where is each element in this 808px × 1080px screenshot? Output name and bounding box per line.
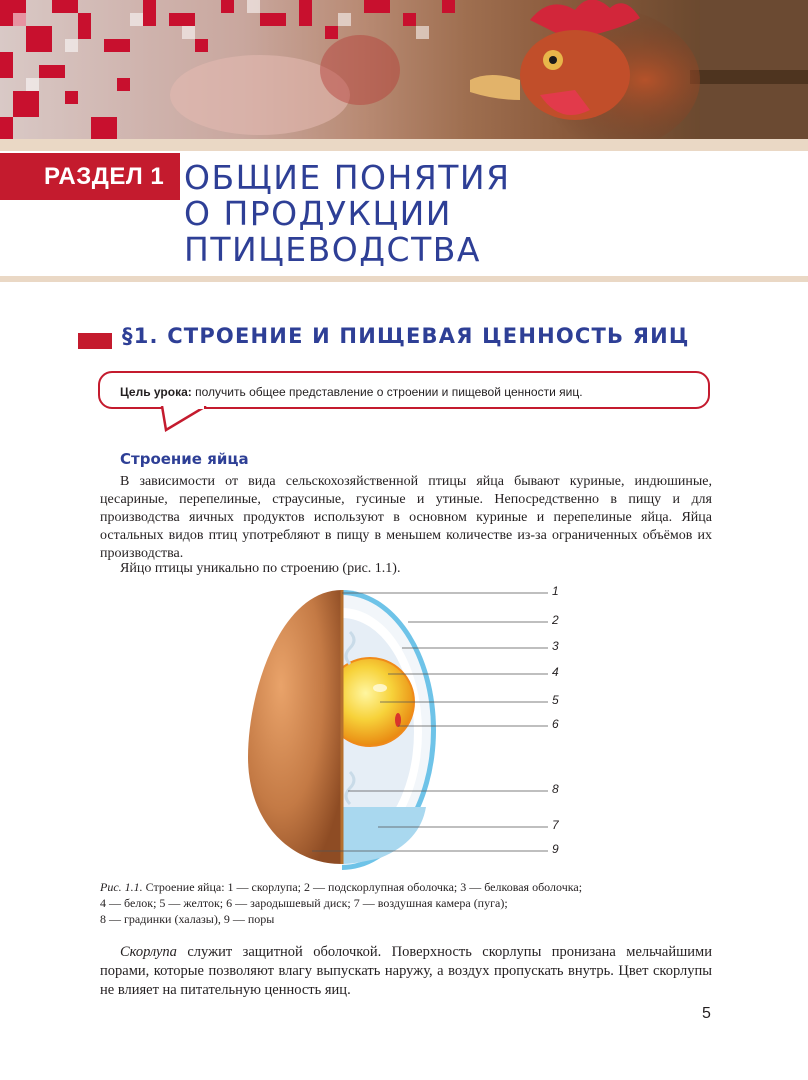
lesson-goal-text: получить общее представление о строении и пищевой ценности яиц. <box>191 385 583 399</box>
lesson-goal-label: Цель урока: <box>120 385 192 399</box>
callout-8: 8 <box>552 782 559 796</box>
subheading-egg-structure: Строение яйца <box>120 450 249 468</box>
caption-label: Рис. 1.1. <box>100 880 143 894</box>
callout-1: 1 <box>552 584 559 598</box>
caption-line: 8 — градинки (халазы), 9 — поры <box>100 912 275 926</box>
caption-line: Строение яйца: 1 — скорлупа; 2 — подскорлупная оболочка; 3 — белковая оболочка; <box>142 880 583 894</box>
section-title-line: О ПРОДУКЦИИ <box>184 194 452 233</box>
figure-caption <box>100 879 720 927</box>
body-paragraph: Яйцо птицы уникально по строению (рис. 1.1). <box>120 561 401 576</box>
callout-9: 9 <box>552 842 559 856</box>
callout-3: 3 <box>552 639 559 653</box>
egg-diagram <box>230 582 570 872</box>
callout-6: 6 <box>552 717 559 731</box>
banner-photo <box>0 0 808 139</box>
banner-divider <box>0 139 808 151</box>
callout-5: 5 <box>552 693 559 707</box>
section-title-line: ПТИЦЕВОДСТВА <box>184 230 481 269</box>
callout-7: 7 <box>552 818 559 832</box>
header-banner-image <box>0 0 808 139</box>
callout-2: 2 <box>552 613 559 627</box>
section-title-line: ОБЩИЕ ПОНЯТИЯ <box>184 158 511 197</box>
section-title <box>184 160 744 268</box>
body-paragraph <box>100 943 712 1000</box>
lesson-goal-box <box>98 371 710 409</box>
paragraph-title: §1. СТРОЕНИЕ И ПИЩЕВАЯ ЦЕННОСТЬ ЯИЦ <box>122 324 690 348</box>
speech-bubble-tail <box>160 406 210 432</box>
term-shell: Скорлупа <box>120 944 177 960</box>
egg-structure-figure <box>230 582 570 872</box>
egg-shell-left <box>248 590 342 864</box>
page-number: 5 <box>702 1005 711 1022</box>
caption-line: 4 — белок; 5 — желток; 6 — зародышевый диск; 7 — воздушная камера (пуга); <box>100 896 508 910</box>
section-divider <box>0 276 808 282</box>
section-label: РАЗДЕЛ 1 <box>0 153 180 200</box>
body-paragraph-text: служит защитной оболочкой. Поверхность скорлупы пронизана мельчайшими порами, которые позволяют влагу выпускать наружу, а воздух пропускать внутрь. Цвет скорлупы не влияет на питательную ценность яиц. <box>100 944 712 998</box>
paragraph-marker <box>78 333 112 349</box>
body-paragraph: В зависимости от вида сельскохозяйственной птицы яйца бывают куриные, индюшиные, цесариные, перепелиные, страусиные, гусиные и утиные. Непосредственно в пищу и для производства яичных продуктов используют в основном куриные и перепелиные яйца. Яйца остальных видов птиц употребляют в пищу в меньшем количестве из-за ограниченных объёмов их производства. <box>100 474 712 561</box>
callout-4: 4 <box>552 665 559 679</box>
